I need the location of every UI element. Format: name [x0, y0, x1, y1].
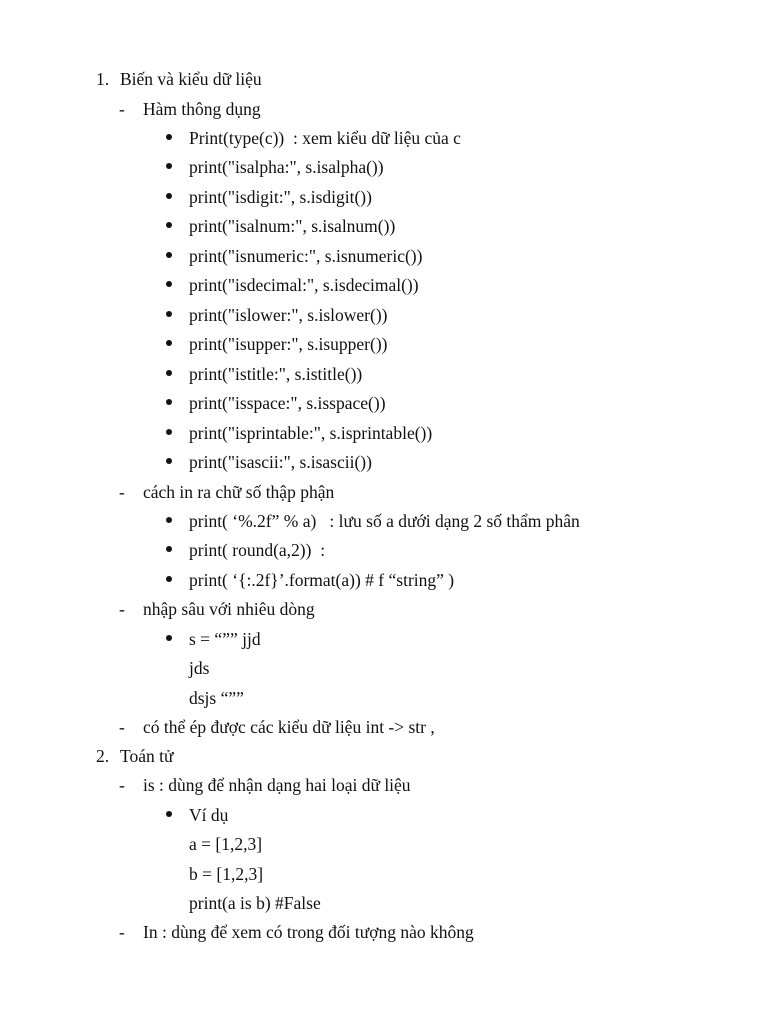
dash-marker: -: [119, 599, 125, 619]
dash-marker: -: [119, 775, 125, 795]
continuation-line: dsjs “””: [189, 688, 244, 708]
bullet-item: Ví dụ: [189, 805, 229, 825]
bullet-item: print( round(a,2)) :: [189, 540, 326, 560]
list-item-heading: nhập sâu với nhiêu dòng: [143, 599, 315, 619]
continuation-line: a = [1,2,3]: [189, 834, 263, 854]
bullet-item: print("isdigit:", s.isdigit()): [189, 187, 372, 207]
bullet-dot: [166, 546, 172, 552]
bullet-dot: [166, 635, 172, 641]
bullet-item: print("isascii:", s.isascii()): [189, 452, 372, 472]
bullet-item: print("isalpha:", s.isalpha()): [189, 157, 384, 177]
section-title: Biến và kiểu dữ liệu: [120, 69, 262, 89]
bullet-item: print("islower:", s.islower()): [189, 305, 388, 325]
continuation-line: b = [1,2,3]: [189, 864, 264, 884]
bullet-dot: [166, 340, 172, 346]
bullet-dot: [166, 429, 172, 435]
continuation-line: jds: [189, 658, 210, 678]
section-number: 1.: [96, 69, 110, 89]
dash-marker: -: [119, 922, 125, 942]
bullet-dot: [166, 311, 172, 317]
list-item-heading: có thể ép được các kiểu dữ liệu int -> str ,: [143, 717, 435, 737]
bullet-item: print("isprintable:", s.isprintable()): [189, 423, 433, 443]
bullet-dot: [166, 576, 172, 582]
list-item-heading: is : dùng để nhận dạng hai loại dữ liệu: [143, 775, 411, 795]
dash-marker: -: [119, 99, 125, 119]
list-item-heading: Hàm thông dụng: [143, 99, 261, 119]
bullet-item: print("isupper:", s.isupper()): [189, 334, 388, 354]
bullet-item: print("isspace:", s.isspace()): [189, 393, 386, 413]
bullet-item: print("isalnum:", s.isalnum()): [189, 216, 396, 236]
bullet-dot: [166, 811, 172, 817]
bullet-dot: [166, 281, 172, 287]
bullet-dot: [166, 370, 172, 376]
continuation-line: print(a is b) #False: [189, 893, 321, 913]
dash-marker: -: [119, 717, 125, 737]
section-title: Toán tử: [120, 746, 174, 766]
bullet-item: Print(type(c)) : xem kiểu dữ liệu của c: [189, 128, 461, 148]
bullet-dot: [166, 193, 172, 199]
list-item-heading: cách in ra chữ số thập phận: [143, 482, 335, 502]
bullet-item: print("isdecimal:", s.isdecimal()): [189, 275, 419, 295]
bullet-dot: [166, 252, 172, 258]
bullet-item: print("isnumeric:", s.isnumeric()): [189, 246, 423, 266]
dash-marker: -: [119, 482, 125, 502]
section-number: 2.: [96, 746, 110, 766]
bullet-dot: [166, 134, 172, 140]
bullet-dot: [166, 458, 172, 464]
bullet-item: s = “”” jjd: [189, 629, 261, 649]
bullet-dot: [166, 399, 172, 405]
bullet-dot: [166, 517, 172, 523]
bullet-item: print("istitle:", s.istitle()): [189, 364, 363, 384]
bullet-item: print( ‘%.2f” % a) : lưu số a dưới dạng 2 số thẩm phân: [189, 511, 580, 531]
bullet-dot: [166, 163, 172, 169]
list-item-heading: In : dùng để xem có trong đối tượng nào không: [143, 922, 474, 942]
bullet-dot: [166, 222, 172, 228]
bullet-item: print( ‘{:.2f}’.format(a)) # f “string” ): [189, 570, 455, 590]
